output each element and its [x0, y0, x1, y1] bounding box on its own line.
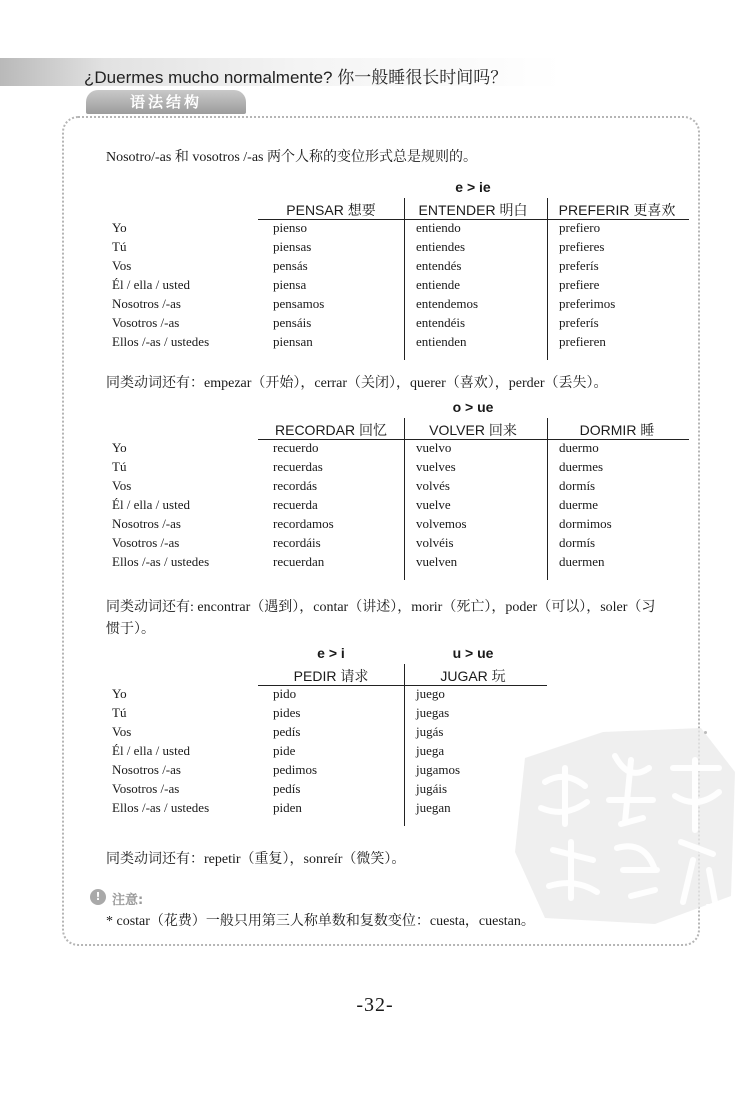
verb-form: preferimos	[559, 296, 616, 311]
pronoun: Tú	[112, 239, 127, 254]
chapter-title: ¿Duermes mucho normalmente? 你一般睡很长时间吗？	[84, 68, 508, 87]
verb-form: pides	[273, 705, 301, 720]
verb-form: juegan	[416, 800, 451, 815]
verb-form: vuelve	[416, 497, 451, 512]
pronoun: Yo	[112, 686, 127, 701]
pronoun: Vos	[112, 724, 132, 739]
verb-form: recuerdo	[273, 440, 319, 455]
pronoun: Él / ella / usted	[112, 277, 190, 292]
pronoun: Ellos /-as / ustedes	[112, 800, 210, 815]
verb-form: vuelven	[416, 554, 458, 569]
verb-form: dormís	[559, 478, 596, 493]
column-divider	[547, 198, 548, 360]
verb-form: volvemos	[416, 516, 467, 531]
pronoun: Tú	[112, 459, 127, 474]
pronoun: Él / ella / usted	[112, 497, 190, 512]
verb-form: prefiere	[559, 277, 600, 292]
verb-form: entiendes	[416, 239, 466, 254]
pronoun: Yo	[112, 440, 127, 455]
pronoun: Tú	[112, 705, 127, 720]
column-divider	[547, 418, 548, 580]
verb-form: pedís	[273, 781, 301, 796]
verb-form: recordáis	[273, 535, 321, 550]
verb-form: juegas	[416, 705, 450, 720]
verb-form: jugáis	[416, 781, 448, 796]
intro-text: Nosotro/-as 和 vosotros /-as 两个人称的变位形式总是规则的。	[106, 150, 477, 165]
note-label: 注意:	[112, 893, 144, 908]
pronoun: Ellos /-as / ustedes	[112, 554, 210, 569]
verb-form: pensáis	[273, 315, 312, 330]
verb-form: prefieren	[559, 334, 606, 349]
verb-form: dormimos	[559, 516, 612, 531]
verb-form: pido	[273, 686, 297, 701]
verb-form: recuerdan	[273, 554, 325, 569]
pronoun: Nosotros /-as	[112, 762, 181, 777]
conjugation-table-o-ue	[106, 396, 706, 586]
verb-header: ENTENDER 明白	[418, 202, 528, 218]
section-tab: 语法结构	[86, 90, 246, 114]
verb-form: entendés	[416, 258, 462, 273]
watermark-mark: PDG	[705, 903, 733, 918]
pronoun: Él / ella / usted	[112, 743, 190, 758]
verb-form: pide	[273, 743, 296, 758]
pronoun: Vos	[112, 478, 132, 493]
vowel-change-label: e > i	[317, 645, 345, 661]
pronoun: Nosotros /-as	[112, 516, 181, 531]
verb-form: pedís	[273, 724, 301, 739]
verb-form: dormís	[559, 535, 596, 550]
verb-form: recordamos	[273, 516, 334, 531]
similar-verbs-note: 同类动词还有：empezar（开始），cerrar（关闭），querer（喜欢），perder（丢失）。	[106, 376, 608, 391]
pronoun: Vos	[112, 258, 132, 273]
similar-verbs-note: 同类动词还有：repetir（重复），sonreír（微笑）。	[106, 852, 406, 867]
verb-form: pedimos	[273, 762, 318, 777]
verb-form: recordás	[273, 478, 318, 493]
table-rule	[258, 685, 547, 686]
conjugation-table-e-ie	[106, 176, 706, 366]
verb-form: vuelvo	[416, 440, 452, 455]
watermark-seal	[505, 720, 745, 930]
verb-form: pienso	[273, 220, 307, 235]
similar-verbs-note-cont: 惯于）。	[106, 622, 155, 637]
table-rule	[258, 439, 689, 440]
verb-form: preferís	[559, 258, 599, 273]
verb-form: duermo	[559, 440, 599, 455]
attention-icon: !	[90, 889, 106, 905]
verb-form: recuerdas	[273, 459, 323, 474]
verb-form: pensás	[273, 258, 308, 273]
column-divider	[404, 198, 405, 360]
verb-form: pensamos	[273, 296, 325, 311]
verb-form: preferís	[559, 315, 599, 330]
vowel-change-label: u > ue	[452, 645, 494, 661]
verb-header: DORMIR 睡	[579, 422, 655, 438]
table-rule	[258, 219, 689, 220]
verb-form: entendemos	[416, 296, 479, 311]
verb-header: JUGAR 玩	[440, 668, 506, 684]
similar-verbs-note: 同类动词还有: encontrar（遇到），contar（讲述），morir（死亡），poder（可以），soler（习	[106, 600, 656, 615]
page-number: -32-	[356, 994, 394, 1016]
column-divider	[404, 418, 405, 580]
pronoun: Yo	[112, 220, 127, 235]
verb-form: prefiero	[559, 220, 601, 235]
verb-header: VOLVER 回来	[429, 422, 517, 438]
verb-form: duerme	[559, 497, 598, 512]
verb-form: volvéis	[416, 535, 454, 550]
vowel-change-label: e > ie	[455, 179, 491, 195]
pronoun: Nosotros /-as	[112, 296, 181, 311]
pronoun: Vosotros /-as	[112, 781, 180, 796]
verb-form: volvés	[416, 478, 450, 493]
pronoun: Ellos /-as / ustedes	[112, 334, 210, 349]
verb-header: RECORDAR 回忆	[274, 422, 388, 438]
pronoun: Vosotros /-as	[112, 315, 180, 330]
verb-form: duermen	[559, 554, 605, 569]
note-text: * costar（花费）一般只用第三人称单数和复数变位：cuesta，cuestan。	[106, 914, 535, 929]
verb-form: jugamos	[416, 762, 461, 777]
verb-form: juega	[416, 743, 445, 758]
verb-header: PENSAR 想要	[286, 202, 376, 218]
vowel-change-label: o > ue	[452, 399, 494, 415]
verb-form: entendéis	[416, 315, 466, 330]
verb-form: piden	[273, 800, 302, 815]
verb-form: entienden	[416, 334, 467, 349]
verb-header: PEDIR 请求	[293, 668, 369, 684]
verb-header: PREFERIR 更喜欢	[558, 202, 676, 218]
verb-form: piensan	[273, 334, 313, 349]
verb-form: entiende	[416, 277, 461, 292]
verb-form: prefieres	[559, 239, 605, 254]
scan-speck	[704, 731, 707, 734]
verb-form: piensa	[273, 277, 307, 292]
verb-form: recuerda	[273, 497, 318, 512]
verb-form: piensas	[273, 239, 312, 254]
pronoun: Vosotros /-as	[112, 535, 180, 550]
verb-form: entiendo	[416, 220, 461, 235]
verb-form: duermes	[559, 459, 604, 474]
verb-form: vuelves	[416, 459, 456, 474]
column-divider	[404, 664, 405, 826]
verb-form: jugás	[416, 724, 444, 739]
verb-form: juego	[416, 686, 445, 701]
